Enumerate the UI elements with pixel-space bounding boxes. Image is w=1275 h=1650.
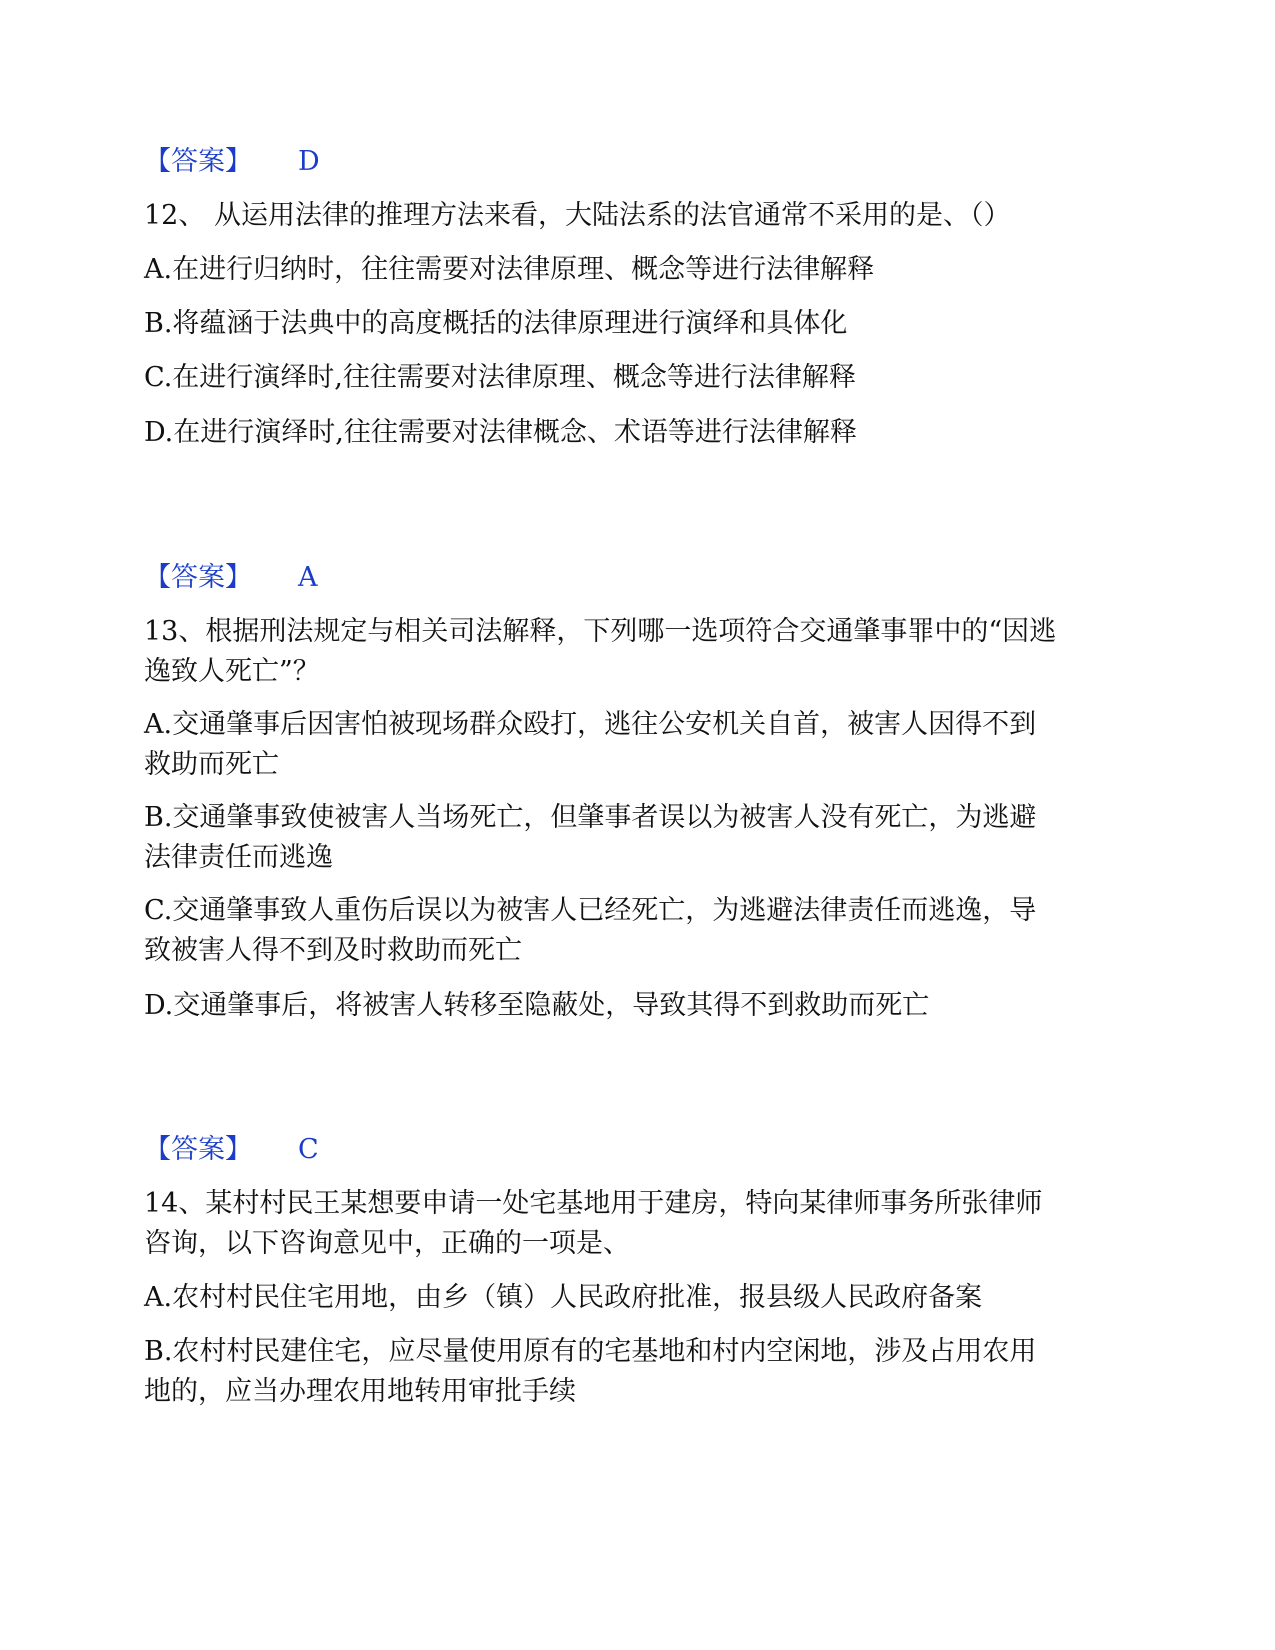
- answer-value: A: [298, 562, 318, 593]
- answer-value: C: [298, 1134, 319, 1165]
- answer-line: [144, 1130, 1124, 1170]
- question-13-option-d: D.交通肇事后，将被害人转移至隐蔽处，导致其得不到救助而死亡: [144, 990, 930, 1021]
- question-13-option-c-line-1: C.交通肇事致人重伤后误以为被害人已经死亡，为逃避法律责任而逃逸，导: [144, 895, 1037, 926]
- question-12-option-b: B.将蕴涵于法典中的高度概括的法律原理进行演绎和具体化: [144, 308, 848, 339]
- answer-value: D: [298, 146, 320, 177]
- question-12-option-d: D.在进行演绎时,往往需要对法律概念、术语等进行法律解释: [144, 417, 857, 448]
- answer-line: [144, 558, 1124, 598]
- question-13-option-a-line-1: A.交通肇事后因害怕被现场群众殴打，逃往公安机关自首，被害人因得不到: [144, 709, 1037, 740]
- question-13-option-c-line-2: 致被害人得不到及时救助而死亡: [144, 935, 522, 966]
- answer-label: 【答案】: [144, 1134, 252, 1165]
- question-13-stem-line-2: 逸致人死亡”？: [144, 656, 320, 687]
- answer-line: [144, 142, 1124, 182]
- question-13-stem-line-1: 13、根据刑法规定与相关司法解释，下列哪一选项符合交通肇事罪中的“因逃: [144, 616, 1057, 647]
- question-14-stem-line-1: 14、某村村民王某想要申请一处宅基地用于建房，特向某律师事务所张律师: [144, 1188, 1043, 1219]
- question-13-option-b-line-2: 法律责任而逃逸: [144, 842, 333, 873]
- question-14-option-b-line-1: B.农村村民建住宅，应尽量使用原有的宅基地和村内空闲地，涉及占用农用: [144, 1336, 1037, 1367]
- question-14-option-b-line-2: 地的，应当办理农用地转用审批手续: [144, 1376, 576, 1407]
- answer-label: 【答案】: [144, 562, 252, 593]
- question-14-stem-line-2: 咨询，以下咨询意见中，正确的一项是、: [144, 1228, 630, 1259]
- question-12-stem: 12、 从运用法律的推理方法来看，大陆法系的法官通常不采用的是、（）: [144, 200, 1011, 231]
- question-12-option-c: C.在进行演绎时,往往需要对法律原理、概念等进行法律解释: [144, 362, 856, 393]
- question-13-option-b-line-1: B.交通肇事致使被害人当场死亡，但肇事者误以为被害人没有死亡，为逃避: [144, 802, 1037, 833]
- answer-label: 【答案】: [144, 146, 252, 177]
- question-13-option-a-line-2: 救助而死亡: [144, 749, 279, 780]
- question-12-option-a: A.在进行归纳时，往往需要对法律原理、概念等进行法律解释: [144, 254, 875, 285]
- question-14-option-a: A.农村村民住宅用地，由乡（镇）人民政府批准，报县级人民政府备案: [144, 1282, 983, 1313]
